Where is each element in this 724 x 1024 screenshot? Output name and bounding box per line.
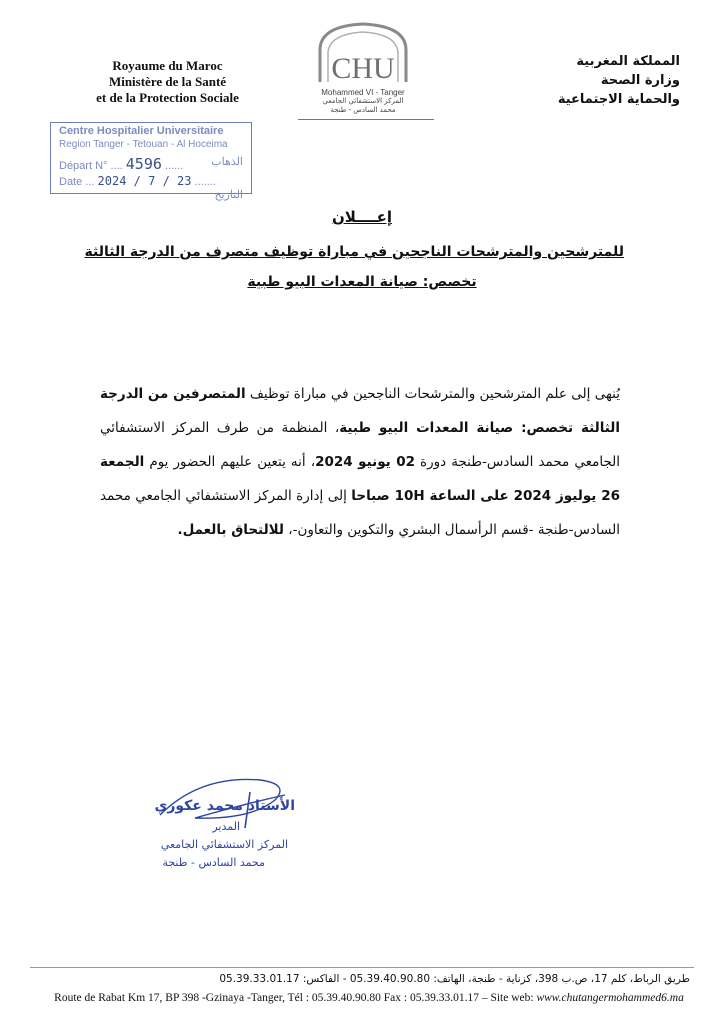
footer-divider (30, 967, 694, 968)
signature-role: المدير (212, 820, 240, 833)
logo-line-1: Mohammed VI - Tanger (321, 88, 405, 97)
announcement-title: إعــــلان (331, 208, 393, 226)
body-bold-2: 02 يونيو 2024 (315, 454, 415, 470)
director-signature-block (100, 770, 300, 880)
logo-line-3: محمد السادس - طنجة (330, 106, 396, 114)
chu-logo-mark-icon (308, 22, 418, 88)
body-bold-4: للالتحاق بالعمل. (177, 522, 284, 538)
footer-french-address (24, 992, 714, 1004)
footer-arabic-address: طريق الرباط، كلم 17، ص.ب 398، كزناية - طنجة، الهاتف: 05.39.40.90.80 - الفاكس: 05.39.33.01.17 (219, 973, 690, 985)
header-ar-line-3: والحماية الاجتماعية (557, 92, 680, 107)
chu-logo (298, 22, 428, 122)
body-part-2: ، المنظمة من طرف المركز الاستشفائي الجامعي محمد السادس-طنجة دورة (100, 420, 621, 470)
footer-fr-text: Route de Rabat Km 17, BP 398 -Gzinaya -Tanger, Tél : 05.39.40.90.80 Fax : 05.39.33.01.17 – Site web: (54, 992, 537, 1004)
header-fr-line-3: et de la Protection Sociale (96, 90, 239, 105)
stamp-date-row: Date ... 2024 / 7 / 23 ....... التاريخ (59, 174, 243, 201)
body-part-4: إلى إدارة المركز الاستشفائي الجامعي محمد السادس-طنجة -قسم الرأسمال البشري والتكوين والتعاون-، (100, 488, 620, 538)
stamp-date-value: 2024 / 7 / 23 (97, 174, 192, 188)
header-ar-line-1: المملكة المغربية (576, 54, 680, 69)
body-bold-3: الجمعة 26 يوليوز 2024 على الساعة 10H صباحا (100, 454, 621, 504)
logo-mark-text: CHU (331, 52, 395, 85)
stamp-depart-number: 4596 (125, 155, 162, 173)
header-arabic-block (500, 52, 680, 109)
header-french-block (40, 58, 295, 106)
body-part-3: ، أنه يتعين عليهم الحضور يوم (144, 454, 316, 470)
announcement-specialty: تخصص: صيانة المعدات البيو طبية (247, 274, 477, 290)
stamp-region: Region Tanger - Tetouan - Al Hoceima (59, 139, 228, 150)
stamp-depart-label: Départ N° (59, 160, 108, 172)
announcement-body (100, 377, 620, 547)
body-part-1: يُنهى إلى علم المترشحين والمترشحات الناجحين في مباراة توظيف (245, 386, 620, 402)
header-fr-line-2: Ministère de la Santé (108, 74, 227, 89)
footer-website-link[interactable]: www.chutangermohammed6.ma (536, 992, 684, 1004)
signature-org-1: المركز الاستشفائي الجامعي (160, 838, 288, 851)
logo-line-2: المركز الاستشفائي الجامعي (322, 97, 404, 105)
stamp-depart-label-ar: الذهاب (211, 156, 243, 168)
announcement-subtitle: للمترشحين والمترشحات الناجحين في مباراة توظيف متصرف من الدرجة الثالثة (84, 244, 624, 260)
signature-org-2: محمد السادس - طنجة (162, 856, 265, 869)
stamp-date-label: Date (59, 176, 83, 188)
stamp-date-label-ar: التاريخ (214, 189, 243, 201)
stamp-institution: Centre Hospitalier Universitaire (59, 125, 224, 137)
header-fr-line-1: Royaume du Maroc (112, 58, 223, 73)
body-bold-1: المتصرفين من الدرجة الثالثة تخصص: صيانة المعدات البيو طبية (100, 386, 620, 436)
header-ar-line-2: وزارة الصحة (600, 73, 680, 88)
registration-stamp (50, 122, 252, 201)
header-divider (298, 119, 434, 120)
signature-name: الأستاذ محمد عكوري (154, 798, 295, 814)
stamp-depart-row: Départ N° .... 4596 ...... الذهاب (59, 155, 243, 173)
